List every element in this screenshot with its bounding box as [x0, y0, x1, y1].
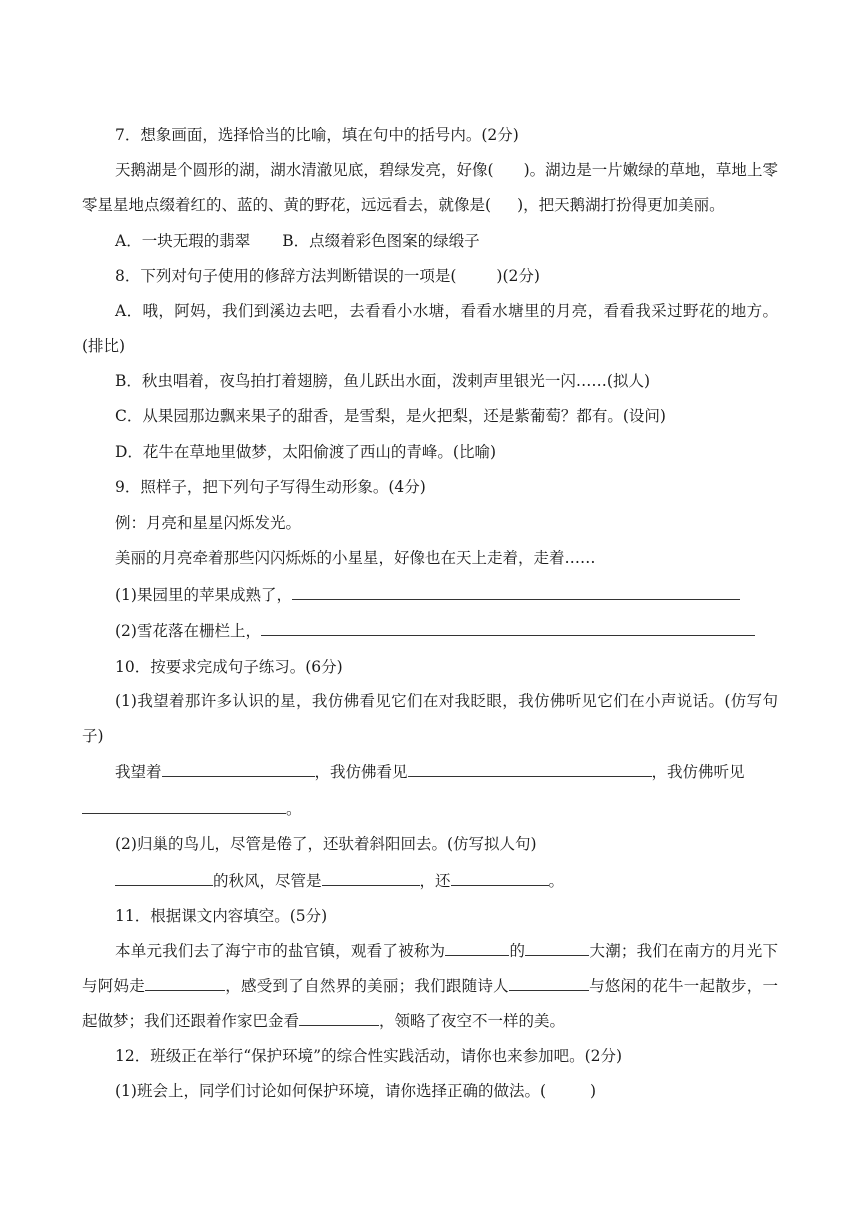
- answer-line[interactable]: [451, 869, 549, 886]
- answer-line[interactable]: [408, 760, 652, 777]
- question-9-example-answer: 美丽的月亮牵着那些闪闪烁烁的小星星，好像也在天上走着，走着……: [115, 549, 596, 567]
- question-8-option-b: B．秋虫唱着，夜鸟拍打着翅膀，鱼儿跃出水面，泼剌声里银光一闪……(拟人): [115, 371, 650, 390]
- option-b: B．点缀着彩色图案的绿缎子: [282, 231, 480, 250]
- answer-line[interactable]: [299, 1009, 379, 1026]
- question-7-options: [82, 230, 778, 252]
- question-10-item-2-fill: 的秋风，尽管是 ，还 。: [82, 869, 778, 892]
- answer-line[interactable]: [82, 797, 286, 814]
- answer-line[interactable]: [445, 939, 509, 956]
- answer-line[interactable]: [509, 974, 589, 991]
- question-8-title: 8．下列对句子使用的修辞方法判断错误的一项是( )(2分): [115, 267, 540, 285]
- question-9-example-label: 例：月亮和星星闪烁发光。: [115, 513, 302, 532]
- question-8-option-c: C．从果园那边飘来果子的甜香，是雪梨，是火把梨，还是紫葡萄？都有。(设问): [115, 407, 666, 425]
- question-7-passage: 天鹅湖是个圆形的湖，湖水清澈见底，碧绿发亮，好像( )。湖边是一片嫩绿的草地，草地上零零星星地点缀着红的、蓝的、黄的野花，远远看去，就像是( )，把天鹅湖打扮得更加美丽。: [82, 160, 778, 214]
- answer-line[interactable]: [145, 974, 225, 991]
- question-10-title: 10．按要求完成句子练习。(6分): [115, 657, 343, 676]
- question-10-item-1-fill-continued: 。: [82, 797, 778, 820]
- answer-line[interactable]: [115, 869, 213, 886]
- question-9-item-1: (1)果园里的苹果成熟了，: [82, 583, 778, 606]
- question-10-item-1: (1)我望着那许多认识的星，我仿佛看见它们在对我眨眼，我仿佛听见它们在小声说话。(仿写句子): [82, 692, 778, 745]
- question-8-option-d: D．花牛在草地里做梦，太阳偷渡了西山的青峰。(比喻): [115, 442, 497, 461]
- question-10-item-2: (2)归巢的鸟儿，尽管是倦了，还驮着斜阳回去。(仿写拟人句): [115, 835, 537, 853]
- question-9-item-2: (2)雪花落在栅栏上，: [82, 619, 778, 642]
- option-a: A．一块无瑕的翡翠: [115, 231, 251, 250]
- question-8-option-a: A．哦，阿妈，我们到溪边去吧，去看看小水塘，看看水塘里的月亮，看看我采过野花的地方。(排比): [82, 301, 778, 355]
- question-12-item-1: (1)班会上，同学们讨论如何保护环境，请你选择正确的做法。( ): [115, 1082, 597, 1100]
- answer-line[interactable]: [261, 619, 755, 636]
- question-9-title: 9．照样子，把下列句子写得生动形象。(4分): [115, 478, 426, 496]
- question-10-item-1-fill: 我望着 ，我仿佛看见 ，我仿佛听见: [82, 760, 778, 783]
- answer-line[interactable]: [322, 869, 420, 886]
- question-11-title: 11．根据课文内容填空。(5分): [115, 907, 328, 925]
- question-7-title: 7．想象画面，选择恰当的比喻，填在句中的括号内。(2分): [115, 126, 519, 144]
- question-12-title: 12．班级正在举行“保护环境”的综合性实践活动，请你也来参加吧。(2分): [115, 1046, 623, 1065]
- answer-line[interactable]: [162, 760, 315, 777]
- answer-line[interactable]: [525, 939, 589, 956]
- answer-line[interactable]: [292, 583, 740, 600]
- question-11-passage: 本单元我们去了海宁市的盐官镇，观看了被称为 的 大潮；我们在南方的月光下与阿妈走 ，感受到了自然界的美丽；我们跟随诗人 与悠闲的花牛一起散步，一起做梦；我们还跟着作家巴金看 ，领略了夜空不一样的美。: [82, 934, 778, 1039]
